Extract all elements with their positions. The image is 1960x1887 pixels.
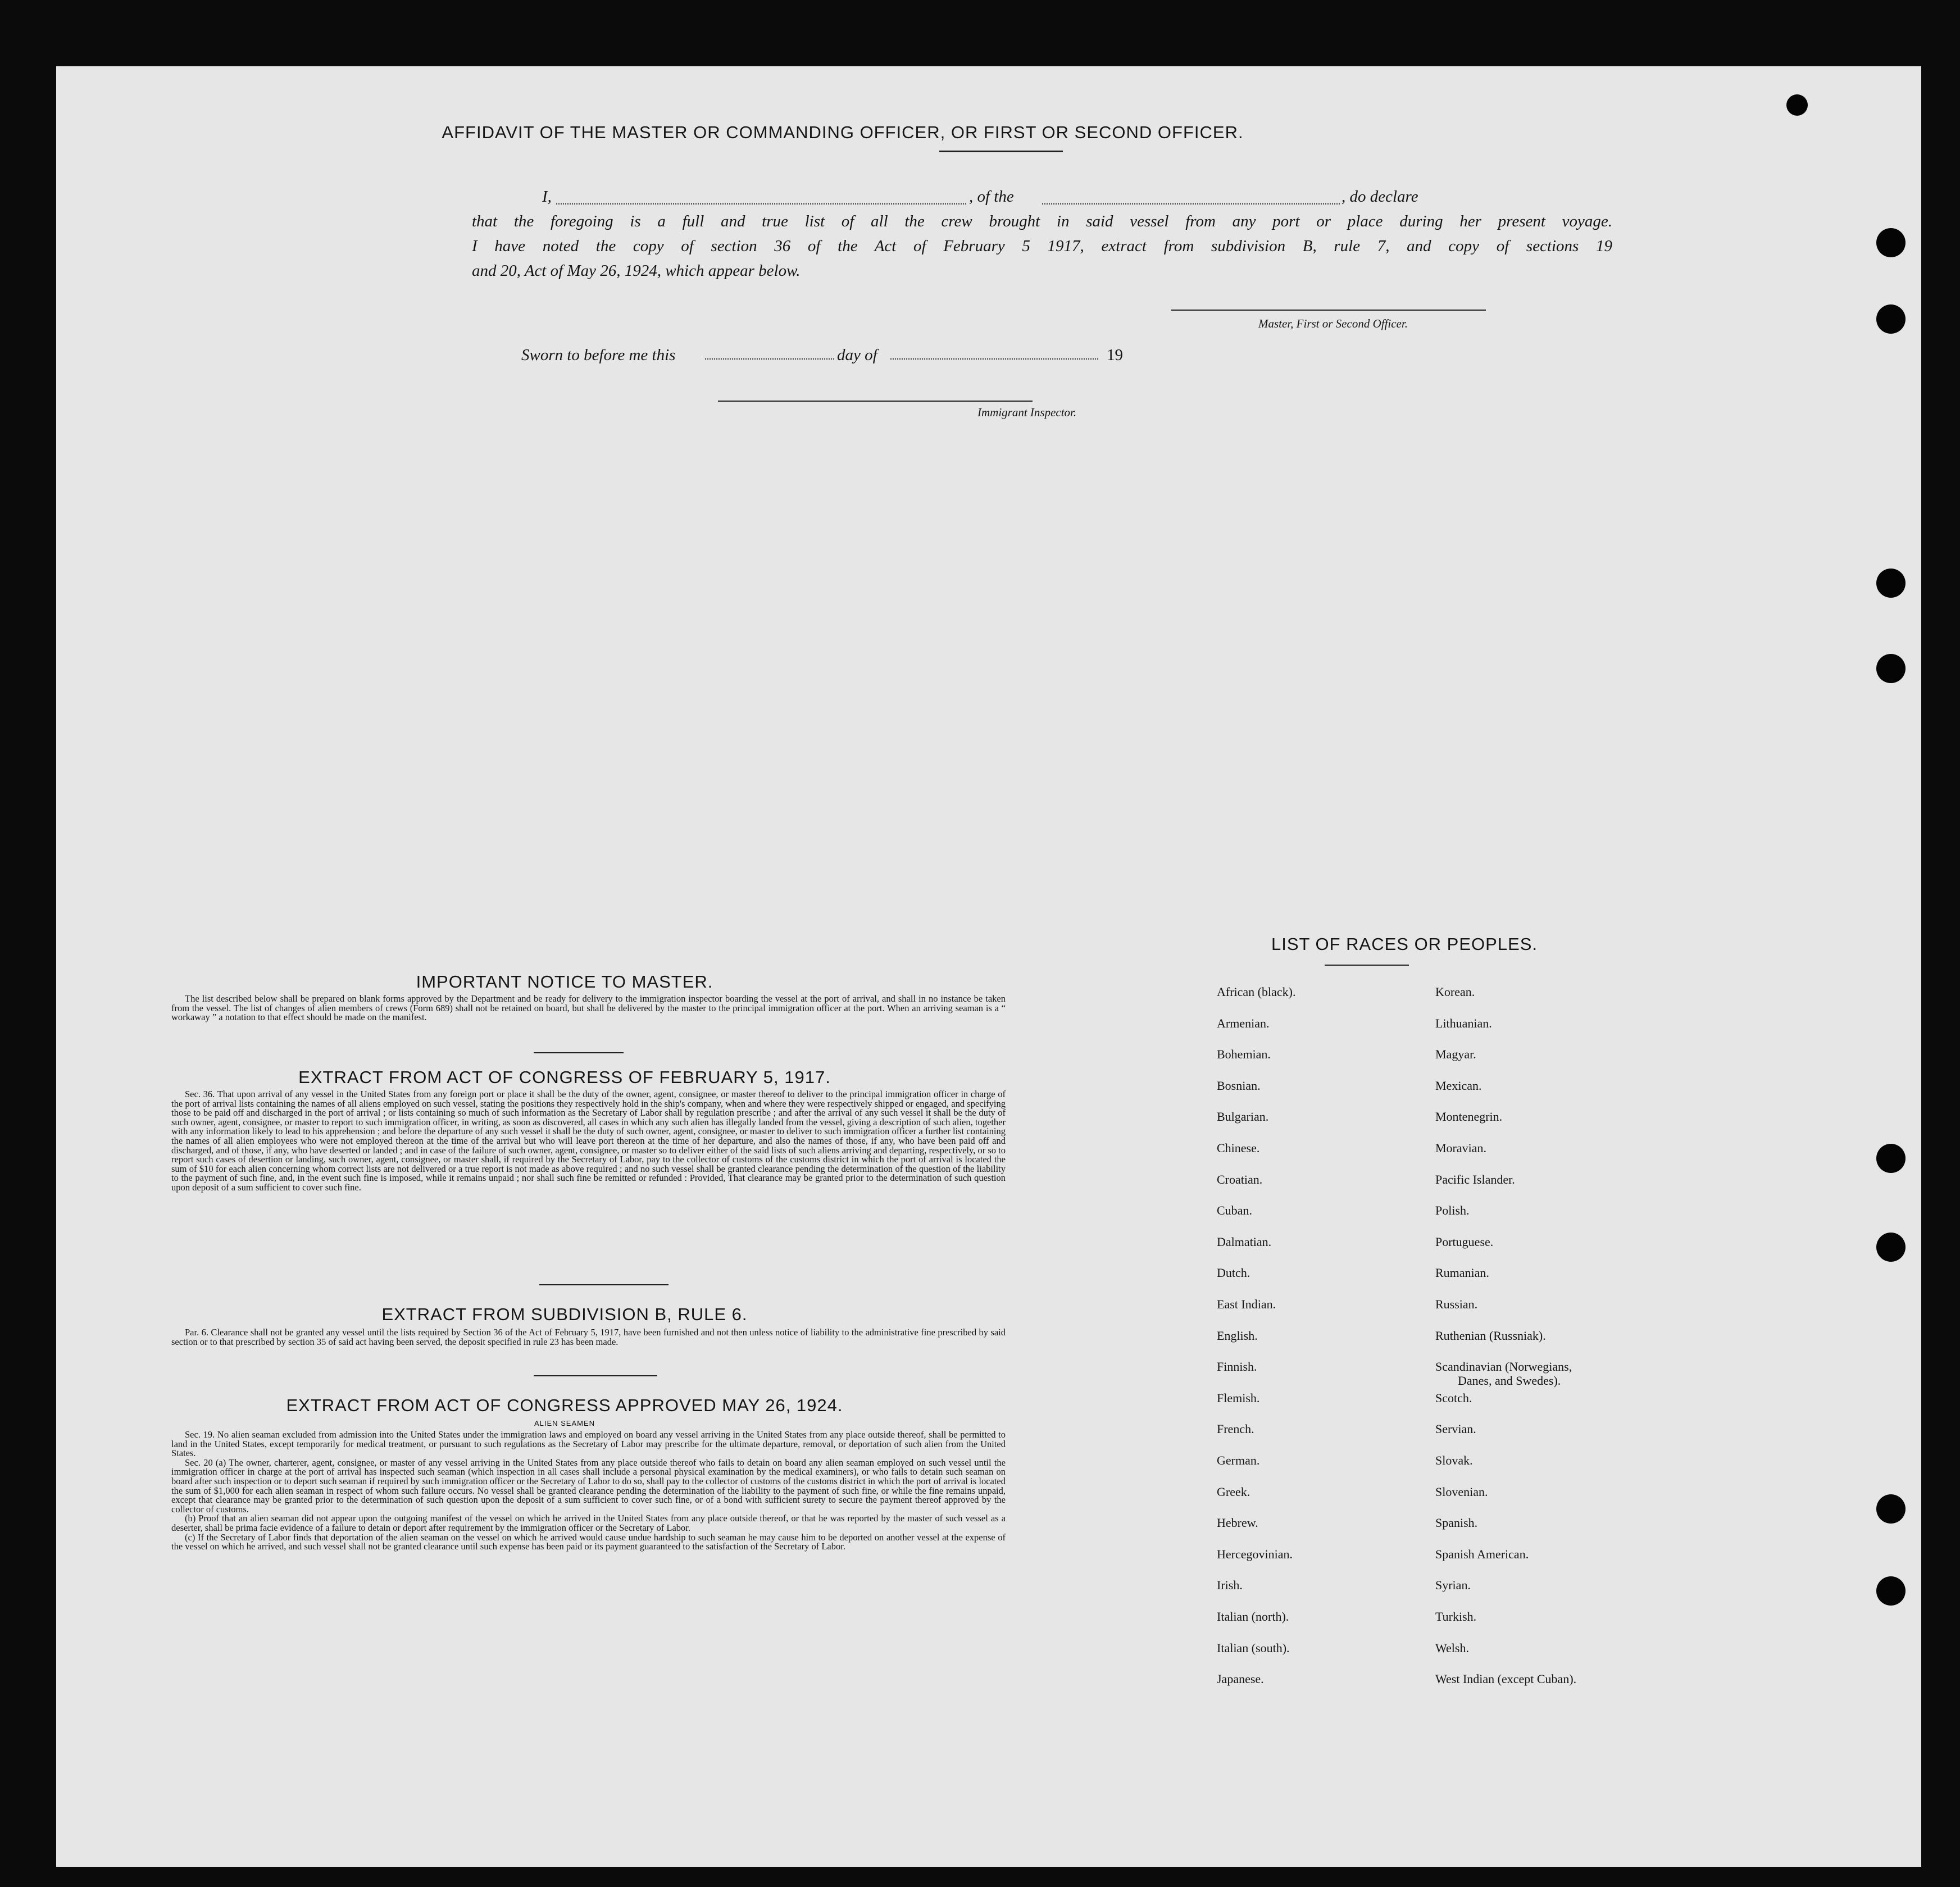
extract-1924-paragraph: (c) If the Secretary of Labor finds that deportation of the alien seaman on the vessel on which he arrived would cause undue hardship to such seaman he may cause him to be deported on another vessel at the expense of the vessel on which he arrived, and such vessel shall not be granted clearance until such expense has been paid or its payment guaranteed to the satisfaction of the Secretary of Labor. <box>171 1531 1006 1552</box>
race-item: Lithuanian. <box>1435 1016 1492 1030</box>
vessel-blank[interactable] <box>1042 203 1340 204</box>
race-item: Scotch. <box>1435 1390 1472 1405</box>
affidavit-i: I, <box>542 188 552 206</box>
race-item: Greek. <box>1217 1484 1250 1499</box>
race-item: Welsh. <box>1435 1640 1469 1655</box>
race-item: Irish. <box>1217 1578 1243 1593</box>
extract-1917-title: EXTRACT FROM ACT OF CONGRESS OF FEBRUARY 5, 1917. <box>298 1067 831 1087</box>
inspector-label: Immigrant Inspector. <box>977 406 1077 419</box>
race-item: East Indian. <box>1217 1297 1276 1311</box>
race-item: Spanish American. <box>1435 1547 1529 1561</box>
races-underline <box>1325 965 1409 966</box>
race-item-continuation: Danes, and Swedes). <box>1458 1374 1561 1388</box>
race-item: Croatian. <box>1217 1172 1263 1186</box>
race-item: Turkish. <box>1435 1609 1477 1624</box>
race-item: Hercegovinian. <box>1217 1547 1293 1561</box>
extract-1917-paragraph: Sec. 36. That upon arrival of any vessel in the United States from any foreign port or place it shall be the duty of the owner, agent, consignee, or master thereof to deliver to the principal immigration officer in charge of the port of arrival lists containing the names of all aliens employed on such vessel, stating the positions they respectively hold in the ship's company, when and where they were respectively shipped or engaged, and specifying those to be paid off and discharged in the port of arrival ; or lists containing so much of such information as the Secretary of Labor shall by regulation prescribe ; and after the arrival of any such vessel it shall be the duty of such owner, agent, consignee, or master to report to such immigration officer, in writing, as soon as discovered, all cases in which any such alien has illegally landed from the vessel, giving a description of such alien, together with any information likely to lead to his apprehension ; and before the departure of any such vessel it shall be the duty of such owner, agent, consignee, or master to deliver to such immigration officer a further list containing the names of all alien employees who were not employed thereon at the time of the arrival but who will leave port thereon at the time of her departure, and also the names of those, if any, who have been paid off and discharged, and of those, if any, who have deserted or landed ; and in case of the failure of such owner, agent, consignee, or master so to deliver either of the said lists of such aliens arriving and departing, respectively, or so to report such cases of desertion or landing, such owner, agent, consignee, or master shall, if required by the Secretary of Labor, pay to the collector of customs of the customs district in which the port of arrival is located the sum of $10 for each alien concerning whom correct lists are not delivered or a true report is not made as above required ; and no such vessel shall be granted clearance pending the determination of the question of the liability to the payment of such fine, and, in the event such fine is imposed, while it remains unpaid ; nor shall such fine be remitted or refunded : Provided, That clearance may be granted prior to the determination of such question upon deposit of a sum sufficient to cover such fine. <box>171 1089 1006 1193</box>
race-item: English. <box>1217 1328 1258 1343</box>
race-item: German. <box>1217 1453 1260 1467</box>
sworn-day-blank[interactable] <box>705 358 834 360</box>
binder-hole <box>1876 654 1906 683</box>
binder-hole <box>1876 1144 1906 1173</box>
race-item: French. <box>1217 1422 1254 1436</box>
races-title: LIST OF RACES OR PEOPLES. <box>1271 934 1538 954</box>
extract-1924-subtitle: ALIEN SEAMEN <box>534 1419 595 1427</box>
race-item: Portuguese. <box>1435 1234 1494 1249</box>
race-item: Pacific Islander. <box>1435 1172 1515 1186</box>
notice-paragraph: The list described below shall be prepared on blank forms approved by the Department and be ready for delivery to the immigration inspector boarding the vessel at the port of arrival, and shall in no instance be taken from the vessel. The list of changes of alien members of crews (Form 689) shall not be retained on board, but shall be delivered by the master to the principal immigration officer at the port. When an arriving seaman is a “ workaway ” a notation to that effect should be made on the manifest. <box>171 993 1006 1023</box>
extract-rule6-text <box>171 1328 1006 1347</box>
document-page <box>56 66 1921 1867</box>
race-item: Chinese. <box>1217 1141 1260 1155</box>
name-blank[interactable] <box>556 203 966 204</box>
race-item: Bulgarian. <box>1217 1110 1269 1124</box>
race-item: Slovak. <box>1435 1453 1473 1467</box>
race-item: Dalmatian. <box>1217 1234 1272 1249</box>
race-item: West Indian (except Cuban). <box>1435 1672 1577 1686</box>
affidavit-body <box>472 184 1612 283</box>
notice-title: IMPORTANT NOTICE TO MASTER. <box>416 972 713 992</box>
race-item: Japanese. <box>1217 1672 1264 1686</box>
affidavit-line-3: I have noted the copy of section 36 of the Act of February 5 1917, extract from subdivision B, rule 7, and copy of sections 19 <box>472 237 1612 255</box>
extract-1924-paragraph: Sec. 20 (a) The owner, charterer, agent, consignee, or master of any vessel arriving in the United States from any place outside thereof who fails to detain on board any alien seaman employed on such vessel until the immigration officer in charge at the port of arrival has inspected such seaman (which inspection in all cases shall include a personal physical examination by the medical examiners), or who fails to detain such seaman on board after such inspection or to deport such seaman if required by such immigration officer or the Secretary of Labor to do so, shall pay to the collector of customs of the customs district in which the port of arrival is located the sum of $1,000 for each alien seaman in respect of whom such failure occurs. No vessel shall be granted clearance pending the determination of the liability to the payment of such fine, or while the fine remains unpaid, except that clearance may be granted prior to the determination of such question upon the deposit of a sum sufficient to cover such fine, or of a bond with sufficient surety to secure the payment thereof approved by the collector of customs. <box>171 1457 1006 1515</box>
affidavit-of-the: , of the <box>969 188 1014 206</box>
race-item: Polish. <box>1435 1203 1470 1218</box>
race-item: Magyar. <box>1435 1047 1476 1062</box>
affidavit-line-2: that the foregoing is a full and true list of all the crew brought in said vessel from any port or place during her present voyage. <box>472 212 1612 230</box>
extract-1924-text <box>171 1430 1006 1552</box>
race-item: Russian. <box>1435 1297 1478 1311</box>
binder-hole <box>1786 94 1808 116</box>
race-item: Dutch. <box>1217 1266 1250 1280</box>
race-item: Cuban. <box>1217 1203 1252 1218</box>
race-item: Hebrew. <box>1217 1516 1258 1530</box>
race-item: Moravian. <box>1435 1141 1487 1155</box>
race-item: Syrian. <box>1435 1578 1471 1593</box>
extract-rule6-paragraph: Par. 6. Clearance shall not be granted any vessel until the lists required by Section 36 of the Act of February 5, 1917, have been furnished and not then unless notice of liability to the administrative fine prescribed by said section or to that prescribed by section 35 of said act having been served, the deposit specified in rule 23 has been made. <box>171 1327 1006 1347</box>
extract-1924-paragraph: Sec. 19. No alien seaman excluded from admission into the United States under the immigration laws and employed on board any vessel arriving in the United States from any place outside thereof, shall be permitted to land in the United States, except temporarily for medical treatment, or pursuant to such regulations as the Secretary of Labor may prescribe for the ultimate departure, removal, or deportation of such alien from the United States. <box>171 1429 1006 1459</box>
extract-1917-text <box>171 1090 1006 1193</box>
sworn-day-of: day of <box>837 346 877 364</box>
binder-hole <box>1876 228 1906 257</box>
divider <box>534 1052 624 1053</box>
binder-hole <box>1876 1576 1906 1606</box>
notice-text <box>171 994 1006 1022</box>
race-item: Servian. <box>1435 1422 1476 1436</box>
race-item: Flemish. <box>1217 1390 1260 1405</box>
extract-rule6-title: EXTRACT FROM SUBDIVISION B, RULE 6. <box>381 1304 748 1324</box>
race-item: Italian (south). <box>1217 1640 1290 1655</box>
divider <box>539 1284 669 1285</box>
sworn-prefix: Sworn to before me this <box>521 346 676 364</box>
master-signature-line[interactable] <box>1171 310 1486 311</box>
inspector-signature-line[interactable] <box>718 401 1033 402</box>
race-item: Bohemian. <box>1217 1047 1271 1062</box>
race-item: Italian (north). <box>1217 1609 1289 1624</box>
race-item: Ruthenian (Russniak). <box>1435 1328 1546 1343</box>
race-item: Scandinavian (Norwegians, <box>1435 1359 1572 1374</box>
race-item: Korean. <box>1435 985 1475 999</box>
affidavit-title: AFFIDAVIT OF THE MASTER OR COMMANDING OFFICER, OR FIRST OR SECOND OFFICER. <box>442 122 1244 142</box>
binder-hole <box>1876 1233 1906 1262</box>
race-item: Mexican. <box>1435 1078 1482 1093</box>
master-signature-label: Master, First or Second Officer. <box>1258 317 1408 330</box>
binder-hole <box>1876 569 1906 598</box>
race-item: Finnish. <box>1217 1359 1257 1374</box>
race-item: Bosnian. <box>1217 1078 1261 1093</box>
race-item: Spanish. <box>1435 1516 1478 1530</box>
race-item: Montenegrin. <box>1435 1110 1503 1124</box>
title-underline <box>939 151 1063 152</box>
sworn-month-blank[interactable] <box>890 358 1098 360</box>
race-item: Slovenian. <box>1435 1484 1488 1499</box>
binder-hole <box>1876 304 1906 334</box>
race-item: African (black). <box>1217 985 1296 999</box>
extract-1924-title: EXTRACT FROM ACT OF CONGRESS APPROVED MAY 26, 1924. <box>286 1395 843 1415</box>
binder-hole <box>1876 1494 1906 1524</box>
race-item: Rumanian. <box>1435 1266 1489 1280</box>
extract-1924-paragraph: (b) Proof that an alien seaman did not appear upon the outgoing manifest of the vessel on which he arrived in the United States from any place outside thereof, or that he was reported by the master of such vessel as a deserter, shall be prima facie evidence of a failure to detain or deport after requirement by the immigration officer or the Secretary of Labor. <box>171 1513 1006 1533</box>
affidavit-line-4: and 20, Act of May 26, 1924, which appear below. <box>472 262 801 280</box>
race-item: Armenian. <box>1217 1016 1270 1030</box>
sworn-year: 19 <box>1107 346 1123 364</box>
affidavit-do-declare: , do declare <box>1341 188 1418 206</box>
divider <box>534 1375 657 1376</box>
